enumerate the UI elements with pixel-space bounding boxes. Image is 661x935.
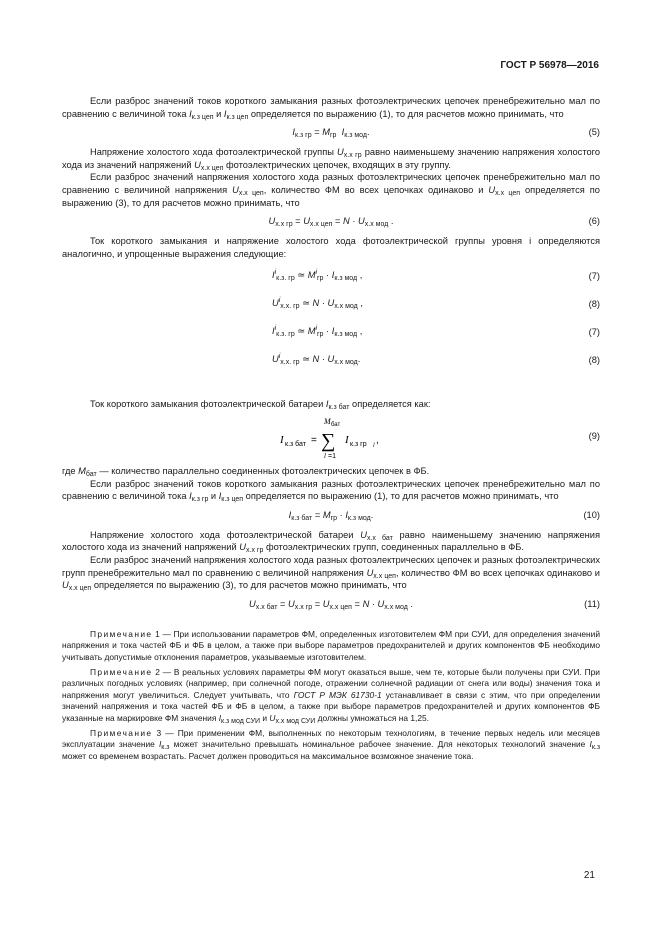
notes: [62, 629, 600, 762]
sum-formula: [62, 413, 600, 461]
equation-5: $I_{к.з гр} = M_{гр}$ $I_{к.з мод}$. (5): [292, 127, 600, 140]
equation-8b: $U^i_{х.х. гр}$ ≃ $N \cdot U_{х.х мод}$. (8): [272, 353, 600, 367]
equation-10: $I_{к.з бат} = M_{гр} \cdot I_{к.з мод}$. (10): [288, 509, 600, 522]
paragraph-6: где $M_{бат}$ — количество параллельно соединенных фотоэлектрических цепочек в ФБ.: [62, 465, 430, 478]
paragraph-7: Если разброс значений токов короткого замыкания разных фотоэлектрических цепочек пренебрежительно мал по сравнению с величиной тока $I_{к.з гр}$ и $I_{к.з цеп}$ определяется по выражению (1), то для расчетов можно принимать, что: [62, 478, 600, 504]
standard-header: ГОСТ Р 56978—2016: [500, 60, 599, 71]
svg-text:=: =: [311, 434, 317, 446]
svg-text:=1: =1: [328, 452, 336, 460]
svg-text:к.з гр: к.з гр: [350, 440, 367, 448]
svg-text:I: I: [280, 433, 284, 446]
equations-7-8: [62, 264, 600, 396]
svg-text:бат: бат: [331, 421, 341, 428]
paragraph-9: Если разброс значений напряжения холостого хода разных фотоэлектрических цепочек и разных фотоэлектрических групп пренебрежительно мал по сравнению с величиной напряжения $U_{х.х цеп}$, количество ФМ во всех цепочках одинаково и $U_{х.х цеп}$ определяется по выражению (3), то для расчетов можно принимать, что: [62, 554, 600, 593]
paragraph-1: Если разброс значений токов короткого замыкания разных фотоэлектрических цепочек пренебрежительно мал по сравнению с величиной тока $I_{к.з цеп}$ и $I_{к.з цеп}$ определяется по выражению (1), то для расчетов можно принимать, что: [62, 96, 600, 121]
svg-text:к.з бат: к.з бат: [285, 440, 306, 448]
note-3: Примечание 3 — При применении ФМ, выполненных по некоторым технологиям, в течение первых недель или месяцев эксплуатации значение $I_{к.з}$ может значительно превышать номинальное рабочее значение. Для некоторых технологий значение $I_{к.з}$ может со временем возрастать. Расчет должен проводиться на максимальное возможное значение тока.: [62, 727, 601, 761]
svg-text:M: M: [324, 416, 331, 426]
svg-text:∑: ∑: [321, 429, 336, 452]
equation-6: $U_{х.х гр} = U_{х.х цеп} = N \cdot U_{х.х мод}$ . (6): [268, 216, 600, 229]
page-body: [62, 95, 600, 766]
equation-8a: $U^i_{х.х. гр}$ ≃ $N \cdot U_{х.х мод}$ , (8): [272, 297, 600, 311]
equation-11: $U_{х.х бат} = U_{х.х гр} = U_{х.х цеп} = N \cdot U_{х.х мод}$ . (11): [249, 598, 600, 611]
paragraph-4: Ток короткого замыкания и напряжение холостого хода фотоэлектрической группы уровня i определяются аналогично, и упрощенные выражения следующие:: [62, 236, 600, 259]
svg-text:l: l: [324, 451, 326, 460]
note-1: Примечание 1 — При использовании параметров ФМ, определенных изготовителем ФМ при СУИ, для определения значений напряжения и тока частей ФБ и ФБ в целом, а также при выборе параметров предохранителей и других компонентов ФБ необходимо учитывать допустимые отклонения параметров, указываемые изготовителем.: [62, 628, 600, 662]
equation-7b: $I^i_{к.з. гр}$ ≃ $M^i_{гр} \cdot I_{к.з мод}$ , (7): [272, 325, 600, 339]
paragraph-8: Напряжение холостого хода фотоэлектрической батареи $U_{х.х бат}$ равно наименьшему значению напряжения холостого хода из значений напряжений $U_{х.х гр}$ фотоэлектрических групп, соединенных параллельно в ФБ.: [62, 529, 600, 555]
svg-text:,: ,: [376, 434, 379, 446]
equation-7a: $I^i_{к.з. гр}$ ≃ $M^i_{гр} \cdot I_{к.з мод}$ , (7): [272, 269, 600, 283]
note-2: Примечание 2 — В реальных условиях параметры ФМ могут оказаться выше, чем те, которые были получены при СУИ. При различных погодных условиях (например, при солнечной погоде, отражении солнечной радиации от снега или воды) значения тока и напряжения могут увеличиться. Следует учитывать, что ГОСТ Р МЭК 61730-1 устанавливает в связи с этим, что при определении значений напряжения и тока частей ФБ и ФБ в целом, а также при выборе параметров предохранителей и других компонентов ФБ указанные на маркировке ФМ значения $I_{к.з мод СУИ}$ и $U_{х.х мод СУИ}$ должны умножаться на 1,25.: [62, 666, 600, 725]
paragraph-5: Ток короткого замыкания фотоэлектрической батареи $I_{к.з бат}$ определяется как:: [90, 399, 431, 412]
paragraph-3: Если разброс значений напряжения холостого хода разных фотоэлектрических цепочек пренебрежительно мал по сравнению с величиной напряжения $U_{х.х цеп}$, количество ФМ во всех цепочках одинаково и $U_{х.х цеп}$ определяется по выражению (3), то для расчетов можно принимать, что: [62, 172, 600, 208]
svg-text:I: I: [345, 433, 349, 446]
svg-text:l: l: [373, 442, 375, 449]
equation-9: I к.з бат = M бат ∑ l =1 I к.з гр l , (9): [62, 413, 600, 461]
paragraph-2: Напряжение холостого хода фотоэлектрической группы $U_{х.х гр}$ равно наименьшему значению напряжения холостого хода из значений напряжений $U_{х.х цеп}$ фотоэлектрических цепочек, входящих в эту группу.: [62, 147, 601, 172]
page-number: 21: [583, 870, 595, 881]
